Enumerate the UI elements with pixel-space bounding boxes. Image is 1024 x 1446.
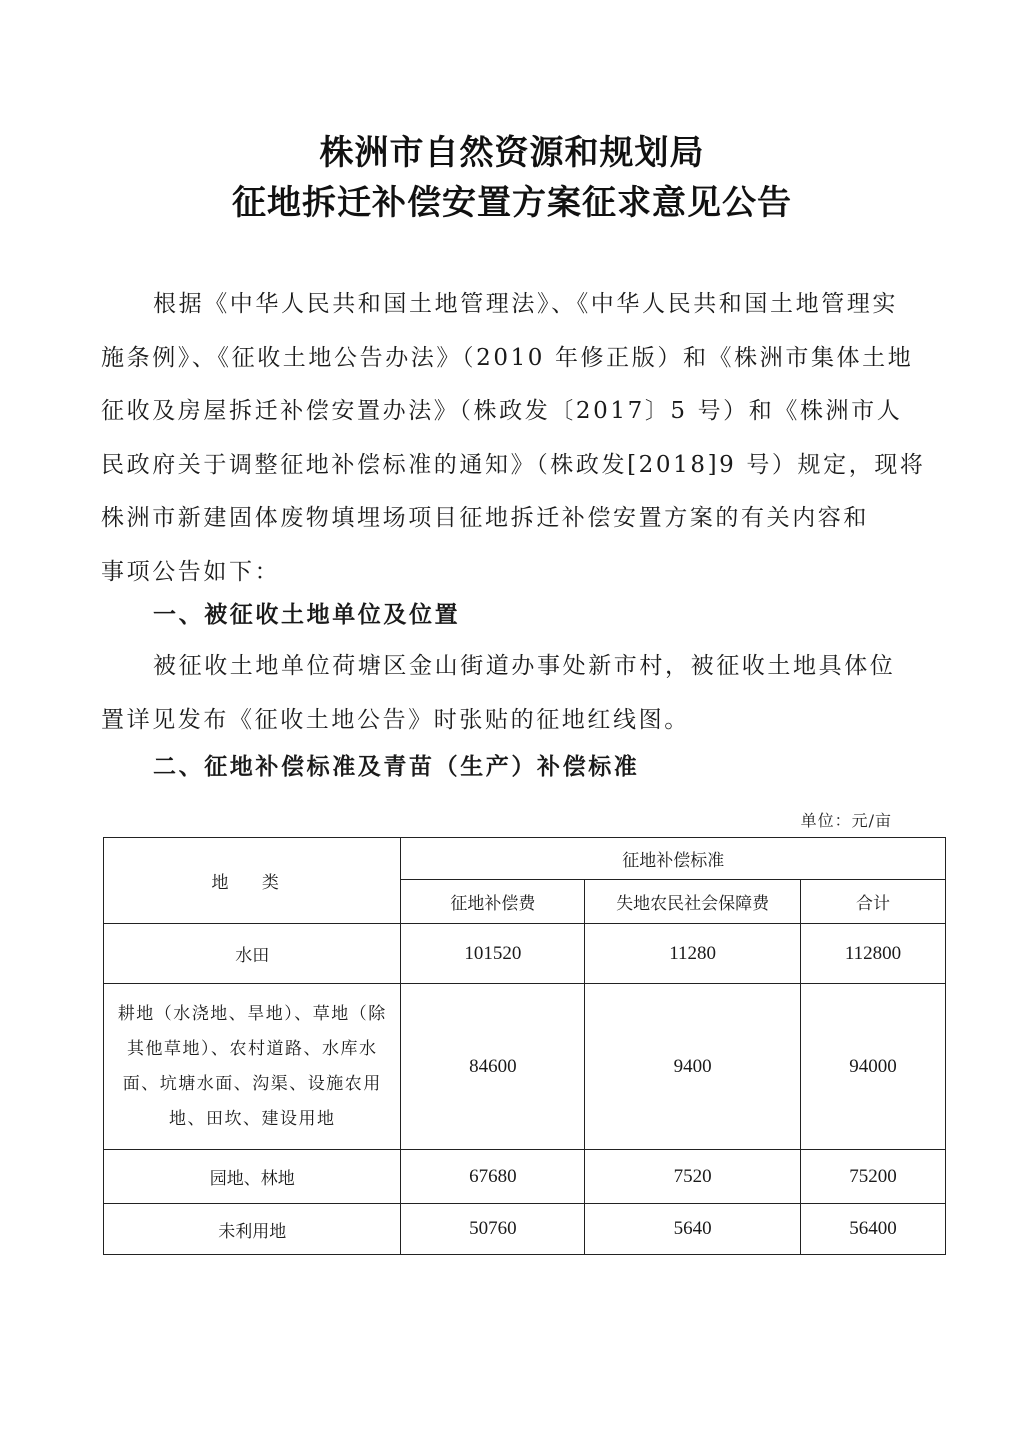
table-header-row (104, 838, 946, 880)
unit-label: 单位：元/亩 (800, 811, 892, 830)
cell-land-type: 未利用地 (104, 1204, 401, 1255)
header-group-standard: 征地补偿标准 (401, 838, 946, 880)
cell-social-security-fee: 9400 (585, 984, 801, 1150)
intro-line: 民政府关于调整征地补偿标准的通知》（株政发[2018]9 号）规定，现将 (101, 451, 926, 478)
cell-total: 94000 (801, 984, 946, 1150)
cell-compensation-fee: 50760 (401, 1204, 585, 1255)
title-notice: 征地拆迁补偿安置方案征求意见公告 (232, 183, 792, 223)
header-compensation-fee: 征地补偿费 (401, 880, 585, 924)
table-row (104, 1204, 946, 1255)
header-total: 合计 (801, 880, 946, 924)
cell-land-type: 园地、林地 (104, 1150, 401, 1204)
cell-compensation-fee: 67680 (401, 1150, 585, 1204)
header-land-type: 地 类 (104, 838, 401, 924)
cell-social-security-fee: 5640 (585, 1204, 801, 1255)
intro-line: 事项公告如下： (101, 558, 281, 585)
section2-heading: 二、征地补偿标准及青苗（生产）补偿标准 (153, 754, 640, 780)
section1-paragraph (101, 640, 943, 747)
section1-line: 被征收土地单位荷塘区金山街道办事处新市村，被征收土地具体位 (153, 653, 896, 679)
intro-paragraph (101, 278, 943, 599)
cell-total: 56400 (801, 1204, 946, 1255)
cell-social-security-fee: 7520 (585, 1150, 801, 1204)
land-type-line: 面、坑塘水面、沟渠、设施农用 (122, 1073, 382, 1094)
section1-line: 置详见发布《征收土地公告》时张贴的征地红线图。 (101, 706, 690, 733)
cell-land-type: 水田 (104, 924, 401, 984)
land-type-line: 地、田坎、建设用地 (168, 1108, 336, 1129)
intro-line: 根据《中华人民共和国土地管理法》、《中华人民共和国土地管理实 (153, 291, 898, 317)
intro-line: 施条例》、《征收土地公告办法》（2010 年修正版）和《株洲市集体土地 (101, 344, 914, 371)
intro-line: 征收及房屋拆迁补偿安置办法》（株政发〔2017〕5 号）和《株洲市人 (101, 398, 903, 424)
table-row (104, 984, 946, 1150)
table-row (104, 924, 946, 984)
land-type-line: 耕地（水浇地、旱地）、草地（除 (117, 1003, 387, 1024)
cell-social-security-fee: 11280 (585, 924, 801, 984)
title-agency: 株洲市自然资源和规划局 (319, 133, 705, 173)
section1-heading: 一、被征收土地单位及位置 (153, 602, 461, 628)
cell-land-type (104, 984, 401, 1150)
land-type-line: 其他草地）、农村道路、水库水 (126, 1038, 378, 1059)
cell-total: 75200 (801, 1150, 946, 1204)
cell-total: 112800 (801, 924, 946, 984)
compensation-table (103, 837, 946, 1255)
cell-compensation-fee: 84600 (401, 984, 585, 1150)
cell-compensation-fee: 101520 (401, 924, 585, 984)
header-social-security-fee: 失地农民社会保障费 (585, 880, 801, 924)
table-row (104, 1150, 946, 1204)
intro-line: 株洲市新建固体废物填埋场项目征地拆迁补偿安置方案的有关内容和 (101, 505, 869, 531)
